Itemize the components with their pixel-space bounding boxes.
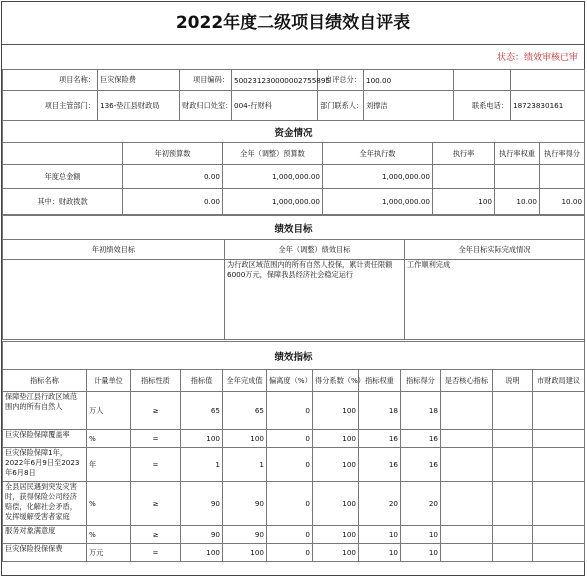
indicator-nature-cell: ≥ <box>131 392 181 430</box>
indicator-coef-cell: 100 <box>313 430 359 448</box>
empty-cell <box>511 70 585 91</box>
funds-header: 全年（调整）预算数 <box>223 143 323 165</box>
funds-cell: 10.00 <box>495 189 540 215</box>
indicator-header: 市财政局建议 <box>533 370 585 392</box>
indicator-header: 全年完成值 <box>223 370 267 392</box>
status-indicator <box>497 50 578 63</box>
indicator-weight-cell: 16 <box>359 448 401 482</box>
indicator-dev-cell: 0 <box>267 482 313 526</box>
indicator-advice-cell <box>533 430 585 448</box>
indicator-advice-cell <box>533 392 585 430</box>
self-score-label: 自评总分： <box>318 70 364 91</box>
indicator-target-cell: 100 <box>181 544 223 562</box>
finance-office-label: 财政归口处室： <box>180 91 232 121</box>
contact-label: 部门联系人： <box>318 91 364 121</box>
indicator-dev-cell: 0 <box>267 448 313 482</box>
indicator-name-cell: 全县居民遇到突发灾害时，获得保险公司经济赔偿，化解社会矛盾，发挥缓解受害者家庭 <box>3 482 87 526</box>
indicator-nature-cell: ≥ <box>131 482 181 526</box>
project-info-table <box>2 69 585 121</box>
funds-header: 全年执行数 <box>323 143 433 165</box>
indicator-core-cell <box>441 448 493 482</box>
indicator-header: 指标权重 <box>359 370 401 392</box>
table-row <box>3 544 585 562</box>
indicator-unit-cell: % <box>87 526 131 544</box>
indicator-dev-cell: 0 <box>267 544 313 562</box>
indicator-name-cell: 服务对象满意度 <box>3 526 87 544</box>
funds-header: 年初预算数 <box>123 143 223 165</box>
contact-value: 刘撑洁 <box>364 91 454 121</box>
indicator-actual-cell: 100 <box>223 430 267 448</box>
indicator-nature-cell: = <box>131 448 181 482</box>
indicator-unit-cell: 万元 <box>87 544 131 562</box>
page-title: 2022年度二级项目绩效自评表 <box>2 2 584 45</box>
goal-actual: 工作顺利完成 <box>405 260 585 340</box>
indicator-score-cell: 10 <box>401 544 441 562</box>
goals-header: 全年（调整）绩效目标 <box>225 240 405 260</box>
funds-section-title: 资金情况 <box>3 121 585 143</box>
project-name-label: 项目名称： <box>3 70 98 91</box>
indicator-header: 指标得分 <box>401 370 441 392</box>
indicator-target-cell: 90 <box>181 526 223 544</box>
phone-value: 18723830161 <box>511 91 585 121</box>
evaluation-sheet <box>1 1 585 576</box>
funds-cell: 1,000,000.00 <box>223 189 323 215</box>
funds-cell <box>495 165 540 189</box>
funds-cell <box>540 165 585 189</box>
indicator-score-cell: 16 <box>401 430 441 448</box>
indicator-header: 指标性质 <box>131 370 181 392</box>
indicator-note-cell <box>493 430 533 448</box>
indicator-score-cell: 18 <box>401 392 441 430</box>
indicator-actual-cell: 100 <box>223 544 267 562</box>
empty-cell <box>454 70 511 91</box>
status-value: 绩效审核已审 <box>523 53 578 63</box>
indicator-score-cell: 16 <box>401 448 441 482</box>
indicator-target-cell: 100 <box>181 430 223 448</box>
goal-initial <box>3 260 225 340</box>
phone-label: 联系电话： <box>454 91 511 121</box>
table-row <box>3 165 585 189</box>
indicator-unit-cell: 万人 <box>87 392 131 430</box>
indicator-core-cell <box>441 482 493 526</box>
funds-header: 执行率得分 <box>540 143 585 165</box>
goals-table <box>2 215 585 340</box>
indicator-coef-cell: 100 <box>313 392 359 430</box>
goals-header: 年初绩效目标 <box>3 240 225 260</box>
funds-cell <box>433 165 495 189</box>
table-row <box>3 448 585 482</box>
indicator-weight-cell: 16 <box>359 430 401 448</box>
self-score-value: 100.00 <box>364 70 454 91</box>
indicator-advice-cell <box>533 526 585 544</box>
indicator-note-cell <box>493 544 533 562</box>
indicator-score-cell: 10 <box>401 526 441 544</box>
funds-cell: 1,000,000.00 <box>223 165 323 189</box>
project-code-value: 500231230000002755895 <box>232 70 318 91</box>
indicator-header: 得分系数（%） <box>313 370 359 392</box>
indicator-target-cell: 90 <box>181 482 223 526</box>
funds-cell: 1,000,000.00 <box>323 189 433 215</box>
indicator-advice-cell <box>533 482 585 526</box>
indicator-name-cell: 巨灾保险投保保费 <box>3 544 87 562</box>
table-row <box>3 392 585 430</box>
goals-section-title: 绩效目标 <box>3 216 585 240</box>
funds-header-blank <box>3 143 123 165</box>
project-code-label: 项目编码： <box>180 70 232 91</box>
indicator-rows <box>3 392 585 562</box>
indicator-target-cell: 1 <box>181 448 223 482</box>
indicator-nature-cell: = <box>131 544 181 562</box>
dept-label: 项目主管部门： <box>3 91 98 121</box>
indicator-header: 指标值 <box>181 370 223 392</box>
indicator-core-cell <box>441 430 493 448</box>
indicator-weight-cell: 10 <box>359 544 401 562</box>
funds-row-label: 年度总金额 <box>3 165 123 189</box>
indicator-core-cell <box>441 526 493 544</box>
indicator-unit-cell: % <box>87 430 131 448</box>
indicator-unit-cell: 年 <box>87 448 131 482</box>
indicator-coef-cell: 100 <box>313 482 359 526</box>
funds-cell: 1,000,000.00 <box>323 165 433 189</box>
table-row <box>3 526 585 544</box>
indicator-header: 是否核心指标 <box>441 370 493 392</box>
indicator-header: 说明 <box>493 370 533 392</box>
dept-value: 136-垫江县财政局 <box>98 91 180 121</box>
indicator-coef-cell: 100 <box>313 448 359 482</box>
indicator-actual-cell: 90 <box>223 526 267 544</box>
indicator-actual-cell: 65 <box>223 392 267 430</box>
indicator-coef-cell: 100 <box>313 526 359 544</box>
indicator-advice-cell <box>533 544 585 562</box>
indicator-rows-table <box>2 391 585 562</box>
indicator-weight-cell: 18 <box>359 392 401 430</box>
indicator-score-cell: 20 <box>401 482 441 526</box>
indicator-note-cell <box>493 526 533 544</box>
indicator-dev-cell: 0 <box>267 392 313 430</box>
indicator-name-cell: 巨灾保险保障覆盖率 <box>3 430 87 448</box>
indicator-dev-cell: 0 <box>267 526 313 544</box>
indicator-advice-cell <box>533 448 585 482</box>
funds-cell: 10.00 <box>540 189 585 215</box>
indicator-header: 计量单位 <box>87 370 131 392</box>
indicators-table <box>2 341 585 392</box>
indicator-unit-cell: % <box>87 482 131 526</box>
indicator-weight-cell: 10 <box>359 526 401 544</box>
funds-row-label: 其中：财政拨款 <box>3 189 123 215</box>
funds-cell: 100 <box>433 189 495 215</box>
finance-office-value: 004-行财科 <box>232 91 318 121</box>
indicator-name-cell: 巨灾保险保障1年，2022年6月9日至2023年6月8日 <box>3 448 87 482</box>
indicator-coef-cell: 100 <box>313 544 359 562</box>
indicators-section-title: 绩效指标 <box>3 342 585 370</box>
indicator-nature-cell: ≥ <box>131 526 181 544</box>
goals-header: 全年目标实际完成情况 <box>405 240 585 260</box>
goal-adjusted: 为行政区域范围内的所有自然人投保，累计责任限额6000万元，保障我县经济社会稳定运行 <box>225 260 405 340</box>
indicator-target-cell: 65 <box>181 392 223 430</box>
status-label: 状态： <box>496 53 524 63</box>
indicator-header: 偏离度（%） <box>267 370 313 392</box>
funds-header: 执行率权重 <box>495 143 540 165</box>
indicator-name-cell: 保障垫江县行政区域范围内的所有自然人 <box>3 392 87 430</box>
indicator-core-cell <box>441 392 493 430</box>
indicator-header: 指标名称 <box>3 370 87 392</box>
table-row <box>3 482 585 526</box>
indicator-dev-cell: 0 <box>267 430 313 448</box>
indicator-note-cell <box>493 482 533 526</box>
funds-header: 执行率 <box>433 143 495 165</box>
project-name-value: 巨灾保险费 <box>98 70 180 91</box>
funds-table <box>2 120 585 215</box>
funds-cell: 0.00 <box>123 165 223 189</box>
indicator-note-cell <box>493 448 533 482</box>
table-row <box>3 430 585 448</box>
funds-cell: 0.00 <box>123 189 223 215</box>
table-row <box>3 189 585 215</box>
indicator-note-cell <box>493 392 533 430</box>
indicator-weight-cell: 20 <box>359 482 401 526</box>
indicator-actual-cell: 90 <box>223 482 267 526</box>
indicator-actual-cell: 1 <box>223 448 267 482</box>
indicator-core-cell <box>441 544 493 562</box>
indicator-nature-cell: = <box>131 430 181 448</box>
